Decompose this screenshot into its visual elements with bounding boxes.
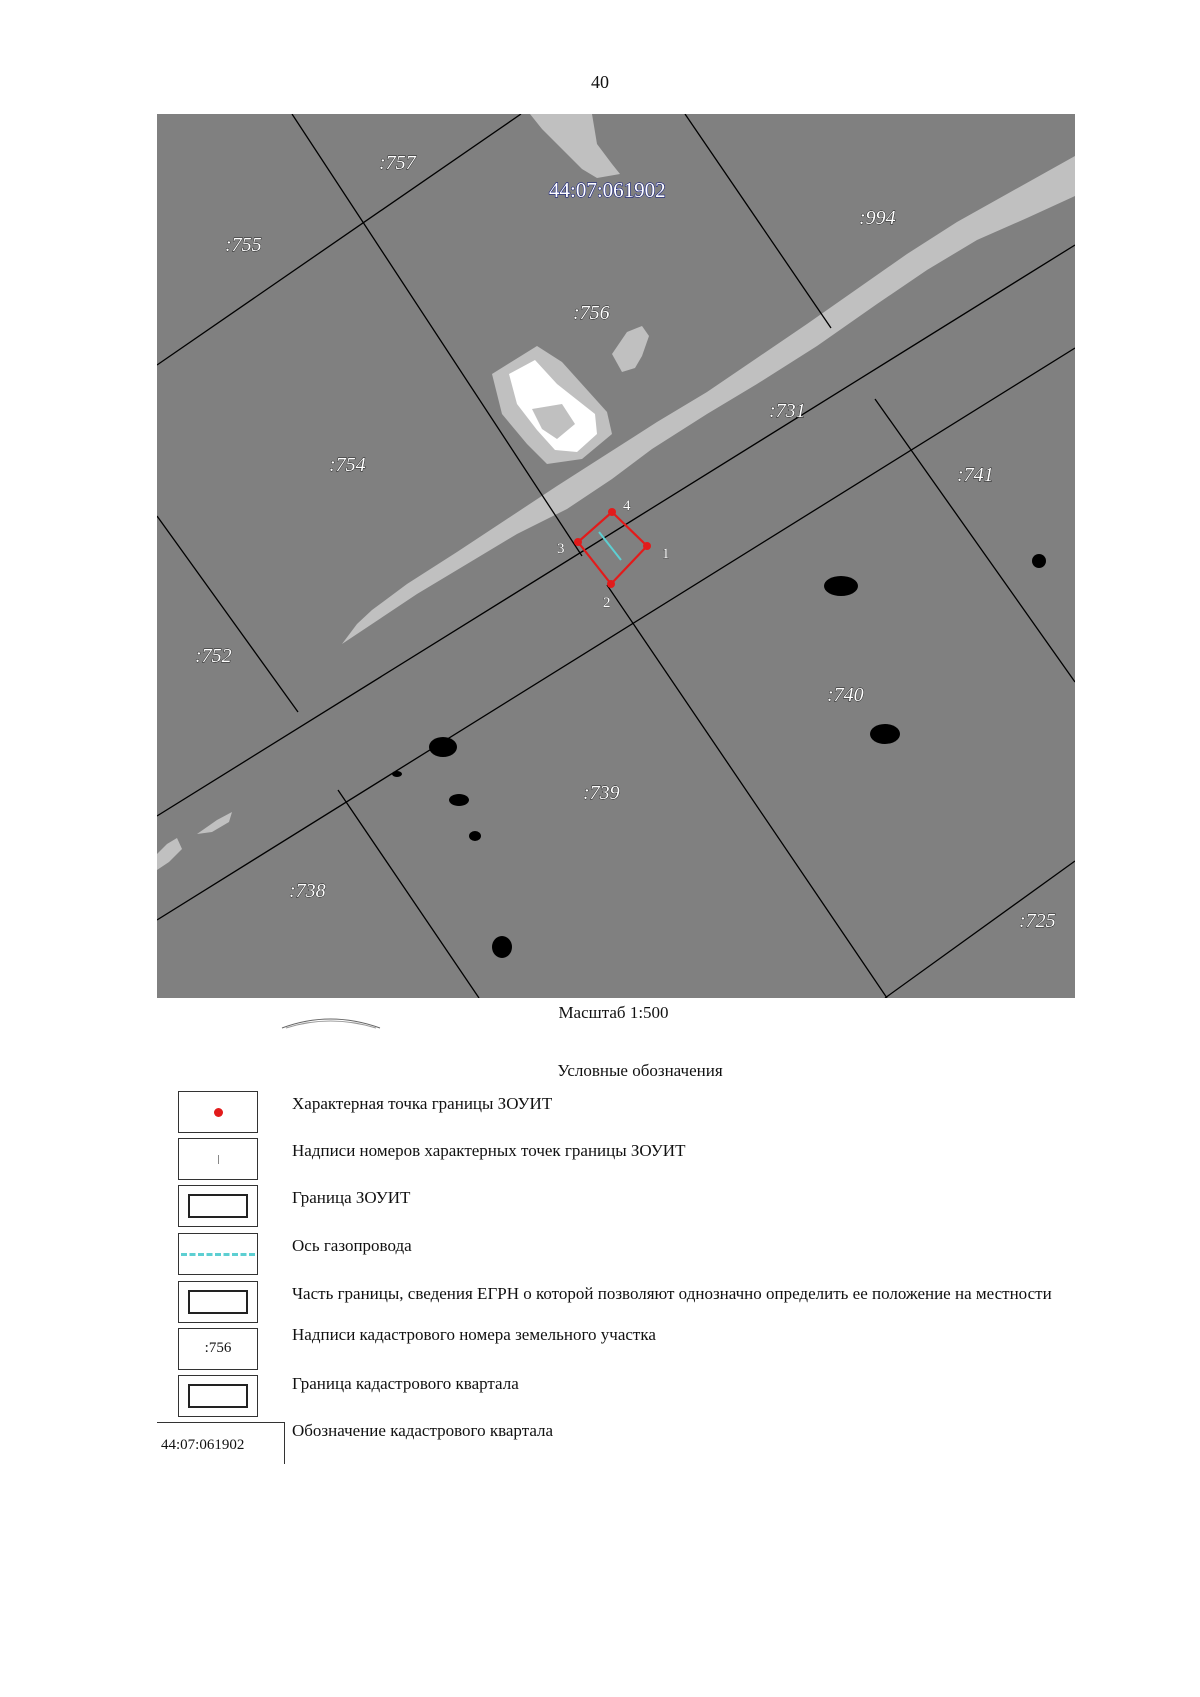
legend-symbol-box	[178, 1138, 258, 1180]
cadastral-map	[157, 114, 1075, 998]
legend-item-label: Характерная точка границы ЗОУИТ	[292, 1094, 553, 1113]
egrn-boundary-icon	[188, 1290, 248, 1314]
map-canvas	[157, 114, 1075, 998]
legend-item-label: Ось газопровода	[292, 1236, 412, 1255]
parcel-label: :757	[379, 152, 416, 174]
page-number: 40	[591, 72, 609, 92]
zouit-point-4	[608, 508, 616, 516]
dark-spot	[449, 794, 469, 806]
point-label-2: 2	[603, 595, 611, 611]
legend-symbol-box	[178, 1281, 258, 1323]
legend-item-label: Граница ЗОУИТ	[292, 1188, 411, 1207]
legend-symbol-box	[178, 1185, 258, 1227]
legend-symbol-box	[178, 1091, 258, 1133]
zouit-boundary-icon	[188, 1194, 248, 1218]
legend-item-label: Надписи кадастрового номера земельного участка	[292, 1325, 656, 1344]
dark-spot	[429, 737, 457, 757]
point-label-3: 3	[557, 541, 565, 557]
legend-item-label: Часть границы, сведения ЕГРН о которой позволяют однозначно определить ее положение на местности	[292, 1284, 1052, 1303]
legend-symbol-box	[157, 1422, 285, 1464]
gas-pipeline-axis-icon	[181, 1253, 255, 1256]
parcel-label: :725	[1019, 910, 1056, 932]
dark-spot	[1032, 554, 1046, 568]
dark-spot	[870, 724, 900, 744]
legend-item-label: Граница кадастрового квартала	[292, 1374, 519, 1393]
parcel-label: :741	[957, 464, 994, 486]
zouit-point-1	[643, 542, 651, 550]
red-dot-icon	[214, 1108, 223, 1117]
legend-symbol-box	[178, 1233, 258, 1275]
parcel-label: :740	[827, 684, 864, 706]
parcel-label: :738	[289, 880, 326, 902]
decorative-arc	[280, 1014, 390, 1030]
parcel-label: :754	[329, 454, 366, 476]
parcel-label: :755	[225, 234, 262, 256]
parcel-label: :756	[573, 302, 610, 324]
parcel-label: :752	[195, 645, 232, 667]
legend-title: Условные обозначения	[557, 1061, 723, 1080]
map-scale: Масштаб 1:500	[558, 1003, 669, 1022]
point-label-4: 4	[623, 498, 631, 514]
dark-spot	[492, 936, 512, 958]
legend-item-label: Обозначение кадастрового квартала	[292, 1421, 554, 1440]
parcel-label: :739	[583, 782, 620, 804]
legend-symbol-box	[178, 1375, 258, 1417]
point-label-1: 1	[662, 546, 670, 562]
quarter-boundary-icon	[188, 1384, 248, 1408]
parcel-number-sample: :756	[204, 1340, 232, 1356]
legend-item-label: Надписи номеров характерных точек границы ЗОУИТ	[292, 1141, 686, 1160]
parcel-label: :994	[859, 207, 896, 229]
dark-spot	[469, 831, 481, 841]
point-number-tick-icon	[218, 1155, 219, 1164]
cadastral-quarter-label: 44:07:061902	[549, 178, 666, 202]
quarter-number-sample: 44:07:061902	[161, 1437, 245, 1453]
dark-spot	[824, 576, 858, 596]
parcel-label: :731	[769, 400, 806, 422]
zouit-point-3	[574, 538, 582, 546]
zouit-point-2	[607, 580, 615, 588]
legend-symbol-box	[178, 1328, 258, 1370]
